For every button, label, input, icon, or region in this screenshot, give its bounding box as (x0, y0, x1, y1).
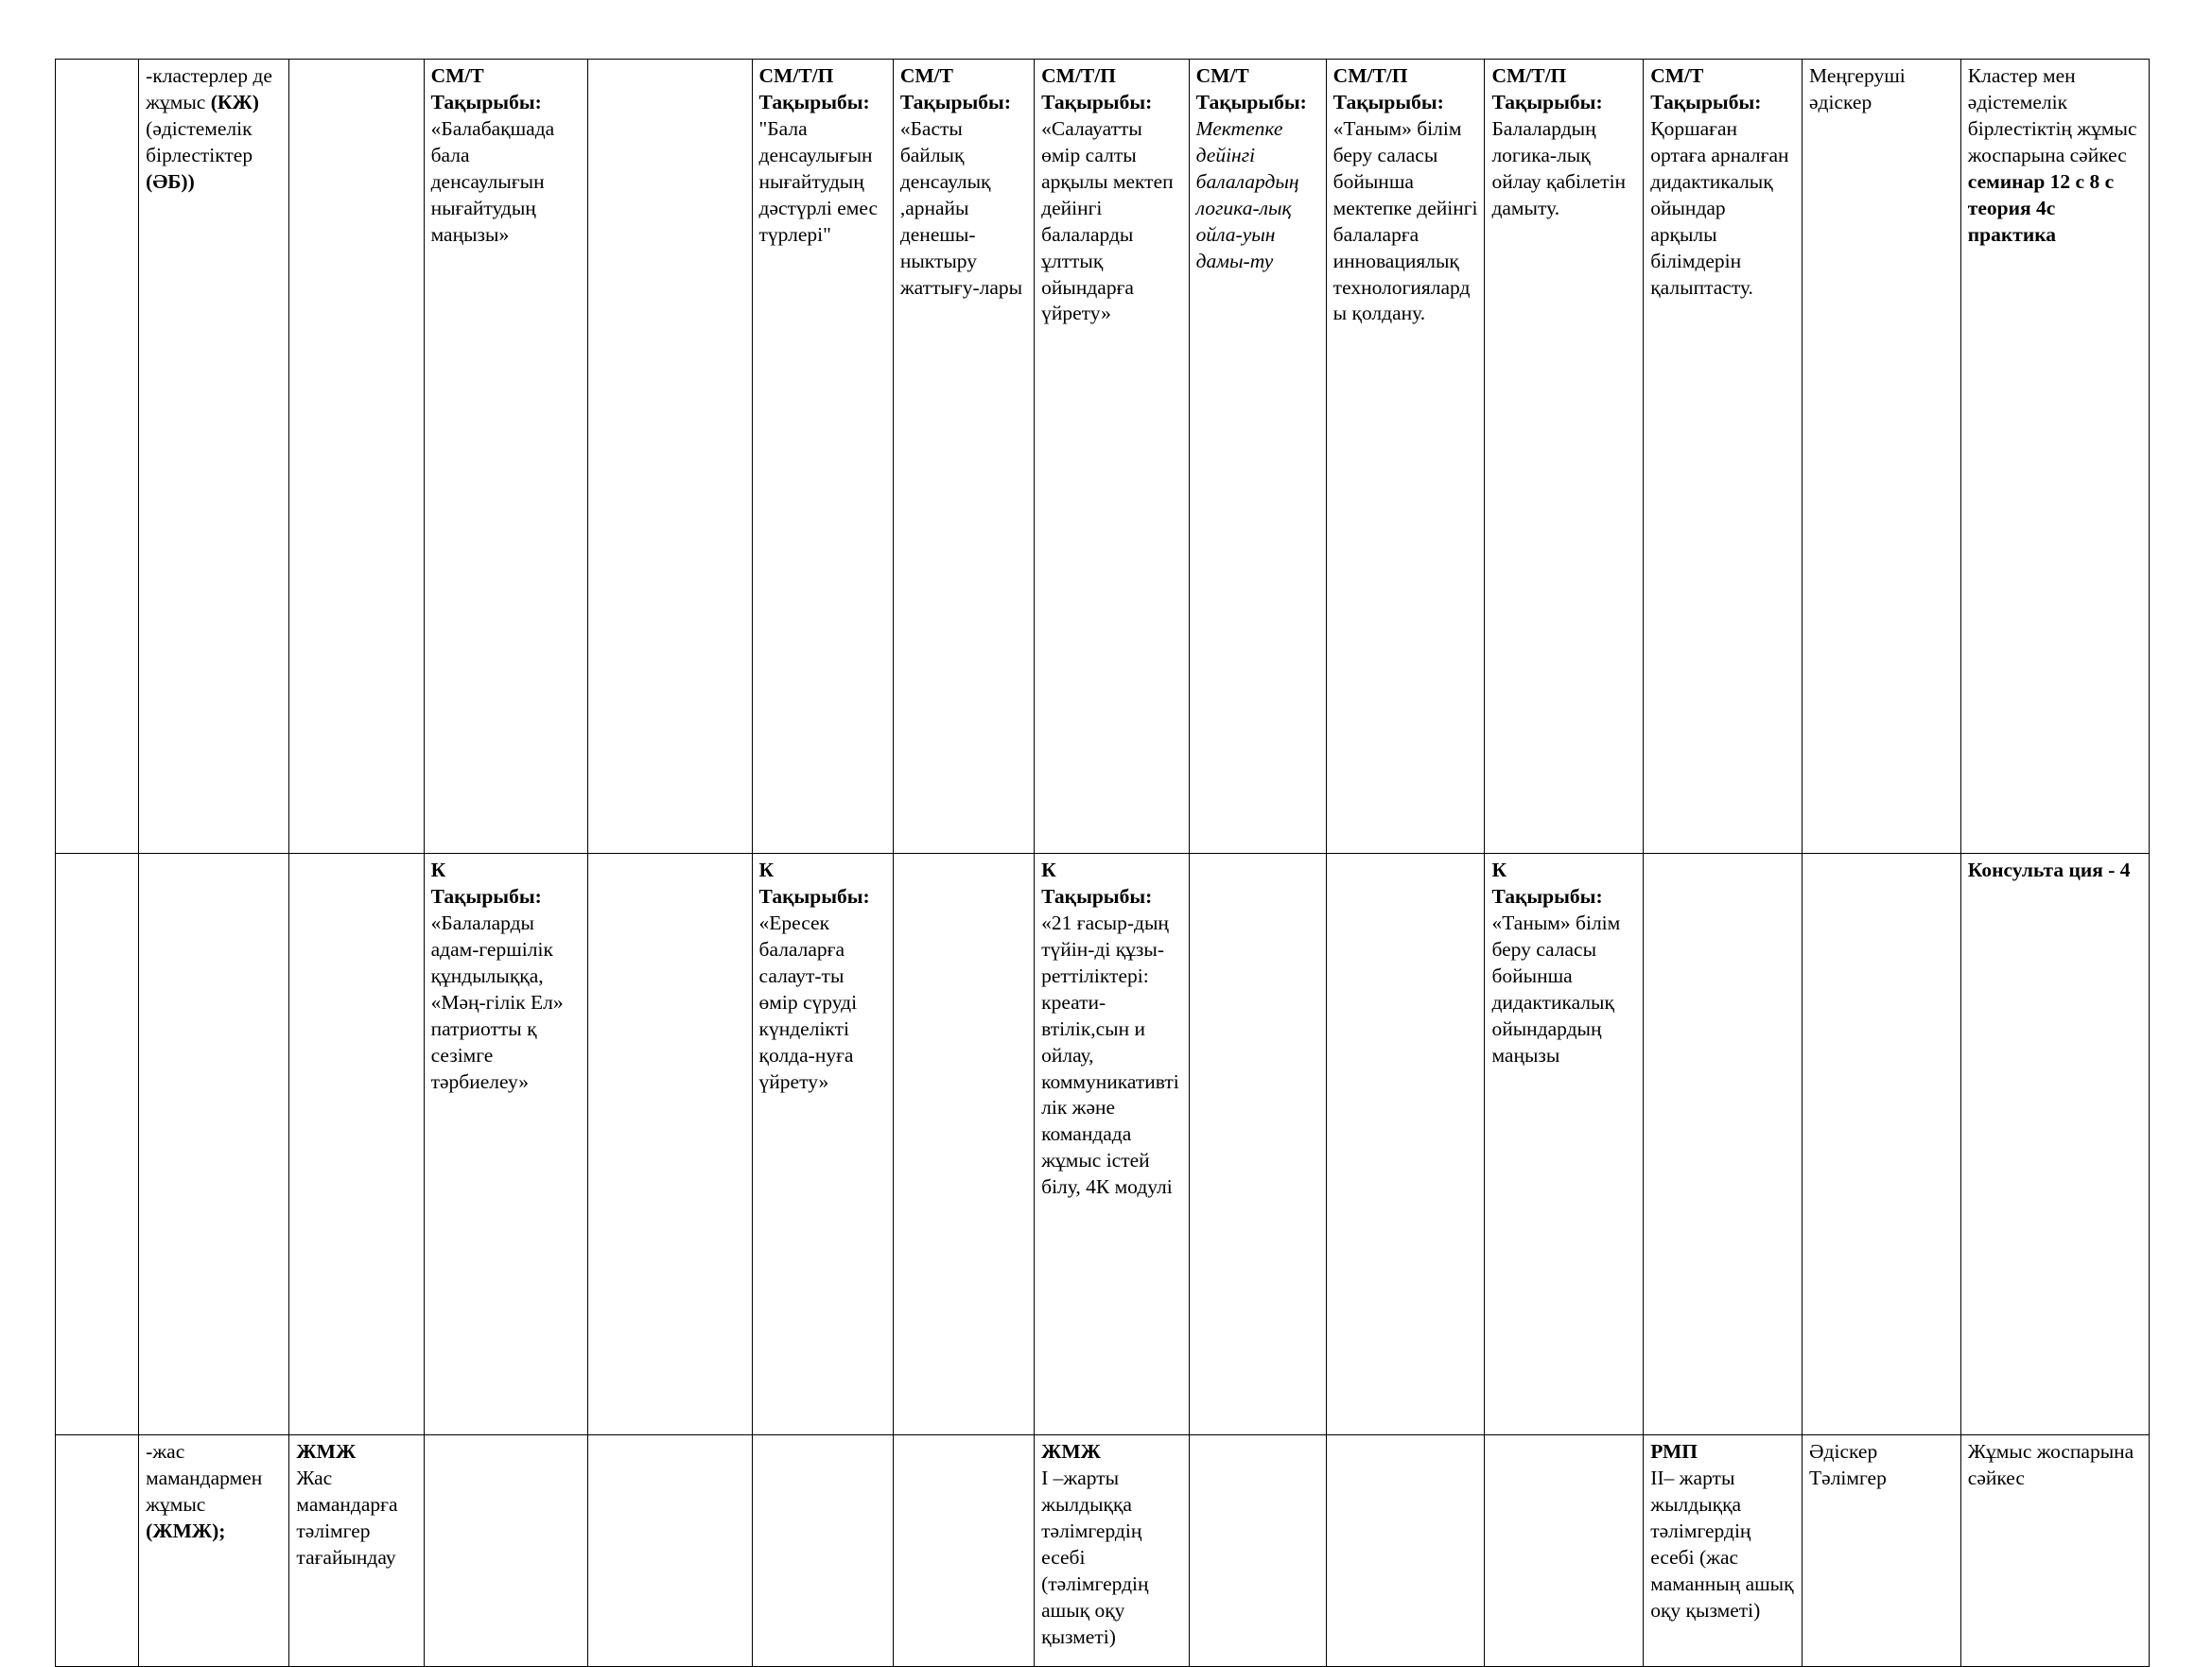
sublabel-takyryby-12: Тақырыбы: (1491, 884, 1603, 908)
responsible-text-2: Әдіскер Тәлімгер (1809, 1440, 1887, 1489)
notes-text-1a: Кластер мен әдістемелік бірлестіктің жұмыс жоспарына сәйкес (1967, 64, 2137, 166)
notes-text-3: Жұмыс жоспарына сәйкес (1967, 1440, 2134, 1489)
label-zhmzh-2: ЖМЖ (1041, 1440, 1101, 1463)
cell-r0-c8 (1189, 60, 1326, 854)
cell-r1-c6 (893, 854, 1034, 1435)
label-zhmzh-1: ЖМЖ (296, 1440, 357, 1463)
cell-r0-c1 (139, 60, 289, 854)
cell-r2-c5 (752, 1435, 893, 1667)
cell-r2-c6 (893, 1435, 1034, 1667)
body-text-15: ІІ– жарты жылдыққа тәлімгердің есебі (жас маманның ашық оқу қызметі) (1650, 1466, 1794, 1622)
cell-r1-c11 (1644, 854, 1803, 1435)
label-rmp-1: РМП (1650, 1440, 1698, 1463)
cell-r2-c3 (424, 1435, 587, 1667)
cell-r1-c10 (1485, 854, 1644, 1435)
text-klaster-4: (ӘБ)) (146, 169, 195, 193)
sublabel-takyryby-2: Тақырыбы: (758, 90, 870, 113)
body-text-5: Мектепке дейінгі балалардың логика-лық ойла-уын дамы-ту (1195, 116, 1299, 272)
text-zhmzh-1: -жас мамандармен жұмыс (146, 1440, 263, 1516)
cell-r2-c4 (588, 1435, 752, 1667)
body-text-2: "Бала денсаулығын нығайтудың дәстүрлі емес түрлері" (758, 116, 879, 246)
sublabel-takyryby-9: Тақырыбы: (430, 884, 542, 908)
cell-r2-c0 (56, 1435, 139, 1667)
cell-r0-c10 (1485, 60, 1644, 854)
label-k-2: К (758, 859, 775, 881)
text-klaster-2: (КЖ) (210, 90, 259, 113)
cell-r2-c8 (1189, 1435, 1326, 1667)
cell-r2-c1 (139, 1435, 289, 1667)
responsible-text-1: Меңгеруші әдіскер (1809, 64, 1906, 113)
cell-r1-c4 (588, 854, 752, 1435)
body-text-7: Балалардың логика-лық ойлау қабілетін дамыту. (1491, 116, 1627, 219)
body-text-4: «Салауатты өмір салты арқылы мектеп дейінгі балаларды ұлттық ойындарға үйрету» (1041, 116, 1174, 325)
body-text-6: «Таным» білім беру саласы бойынша мектепке дейінгі балаларға инновациялық технологияларды қолдану. (1332, 116, 1478, 325)
label-smtp-3: СМ/Т/П (1332, 64, 1408, 87)
cell-r1-c13-notes (1960, 854, 2149, 1435)
sublabel-takyryby-5: Тақырыбы: (1195, 90, 1307, 113)
sublabel-takyryby-3: Тақырыбы: (899, 90, 1011, 113)
cell-r0-c11 (1644, 60, 1803, 854)
cell-r1-c0 (56, 854, 139, 1435)
text-klaster-3: (әдістемелік бірлестіктер (146, 116, 253, 166)
sublabel-takyryby-4: Тақырыбы: (1041, 90, 1153, 113)
label-smt-3: СМ/Т (1195, 64, 1249, 87)
body-text-11: «21 ғасыр-дың түйін-ді құзы-реттіліктері: креати-втілік,сын и ойлау, коммуникативтілік және командада жұмыс істей білу, 4К модулі (1041, 911, 1179, 1199)
label-k-1: К (430, 859, 446, 881)
cell-r1-c8 (1189, 854, 1326, 1435)
cell-r1-c9 (1326, 854, 1485, 1435)
cell-r0-c2 (289, 60, 424, 854)
cell-r1-c7 (1035, 854, 1190, 1435)
body-text-13: Жас мамандарға тәлімгер тағайындау (296, 1466, 398, 1569)
table-row (56, 854, 2150, 1435)
label-k-4: К (1491, 859, 1507, 881)
body-text-3: «Басты байлық денсаулық ,арнайы денешы-ныктыру жаттығу-лары (899, 116, 1023, 299)
label-k-3: К (1041, 859, 1056, 881)
cell-r0-c12-responsible (1803, 60, 1961, 854)
text-klaster-1: -кластерлер де жұмыс (146, 64, 272, 113)
cell-r2-c7 (1035, 1435, 1190, 1667)
sublabel-takyryby-7: Тақырыбы: (1491, 90, 1603, 113)
sublabel-takyryby-8: Тақырыбы: (1650, 90, 1762, 113)
cell-r0-c6 (893, 60, 1034, 854)
sublabel-takyryby-6: Тақырыбы: (1332, 90, 1444, 113)
cell-r0-c7 (1035, 60, 1190, 854)
text-zhmzh-2: (ЖМЖ); (146, 1519, 226, 1542)
label-smtp-4: СМ/Т/П (1491, 64, 1567, 87)
label-smtp-2: СМ/Т/П (1041, 64, 1116, 87)
sublabel-takyryby-11: Тақырыбы: (1041, 884, 1153, 908)
cell-r2-c9 (1326, 1435, 1485, 1667)
label-smt-2: СМ/Т (899, 64, 953, 87)
cell-r2-c12-responsible (1803, 1435, 1961, 1667)
cell-r2-c13-notes (1960, 1435, 2149, 1667)
sublabel-takyryby-10: Тақырыбы: (758, 884, 870, 908)
cell-r0-c13-notes (1960, 60, 2149, 854)
cell-r0-c0 (56, 60, 139, 854)
schedule-table (55, 59, 2150, 1667)
cell-r0-c9 (1326, 60, 1485, 854)
table-row (56, 60, 2150, 854)
body-text-14: І –жарты жылдыққа тәлімгердің есебі (тәлімгердің ашық оқу қызметі) (1041, 1466, 1149, 1648)
body-text-10: «Ересек балаларға салаут-ты өмір сүруді күнделікті қолда-нуға үйрету» (758, 911, 858, 1093)
cell-r1-c3 (424, 854, 587, 1435)
cell-r1-c12 (1803, 854, 1961, 1435)
cell-r2-c2 (289, 1435, 424, 1667)
cell-r0-c5 (752, 60, 893, 854)
body-text-12: «Таным» білім беру саласы бойынша дидактикалық ойындардың маңызы (1491, 911, 1621, 1067)
label-smt-4: СМ/Т (1650, 64, 1704, 87)
cell-r0-c4 (588, 60, 752, 854)
body-text-1: «Балабақшада бала денсаулығын нығайтудың маңызы» (430, 116, 555, 246)
notes-text-2: Консульта ция - 4 (1967, 859, 2131, 881)
notes-text-1b: семинар 12 с 8 с теория 4с практика (1967, 169, 2115, 246)
cell-r2-c11 (1644, 1435, 1803, 1667)
table-row (56, 1435, 2150, 1667)
cell-r2-c10 (1485, 1435, 1644, 1667)
body-text-9: «Балаларды адам-гершілік құндылыққа, «Мәң-гілік Ел» патриотты қ сезімге тәрбиелеу» (430, 911, 564, 1093)
cell-r1-c1 (139, 854, 289, 1435)
cell-r0-c3 (424, 60, 587, 854)
cell-r1-c2 (289, 854, 424, 1435)
label-smt-1: СМ/Т (430, 64, 484, 87)
body-text-8: Қоршаған ортаға арналған дидактикалық ойындар арқылы білімдерін қалыптасту. (1650, 116, 1789, 299)
sublabel-takyryby-1: Тақырыбы: (430, 90, 542, 113)
label-smtp-1: СМ/Т/П (758, 64, 834, 87)
cell-r1-c5 (752, 854, 893, 1435)
